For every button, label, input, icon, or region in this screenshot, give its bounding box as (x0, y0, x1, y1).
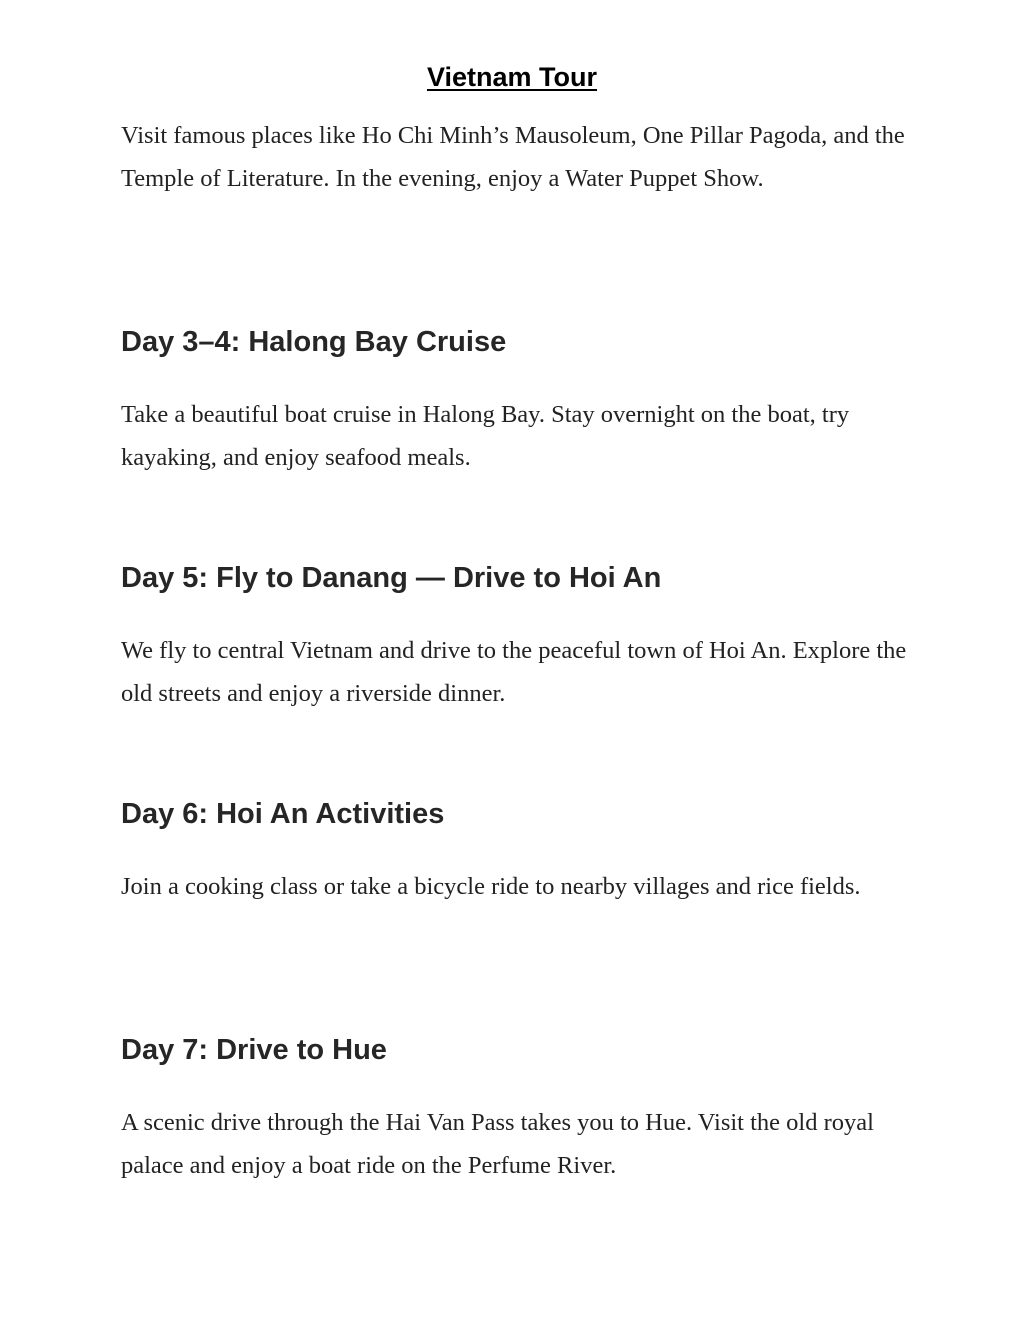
intro-paragraph: Visit famous places like Ho Chi Minh’s Mausoleum, One Pillar Pagoda, and the Temple of Literature. In the evening, enjoy a Water Puppet Show. (121, 122, 905, 192)
section-body-day-3-4: Take a beautiful boat cruise in Halong Bay. Stay overnight on the boat, try kayaking, and enjoy seafood meals. (121, 401, 850, 471)
section-heading-day-6: Day 6: Hoi An Activities (121, 798, 445, 830)
section-heading-day-3-4: Day 3–4: Halong Bay Cruise (121, 326, 507, 358)
section-body-day-7: A scenic drive through the Hai Van Pass takes you to Hue. Visit the old royal palace and enjoy a boat ride on the Perfume River. (121, 1109, 874, 1179)
section-heading-day-7: Day 7: Drive to Hue (121, 1034, 387, 1066)
page-title: Vietnam Tour (426, 62, 598, 92)
section-body-day-5: We fly to central Vietnam and drive to the peaceful town of Hoi An. Explore the old streets and enjoy a riverside dinner. (121, 637, 907, 707)
section-body-day-6: Join a cooking class or take a bicycle ride to nearby villages and rice fields. (121, 873, 861, 900)
section-heading-day-5: Day 5: Fly to Danang — Drive to Hoi An (121, 562, 662, 594)
